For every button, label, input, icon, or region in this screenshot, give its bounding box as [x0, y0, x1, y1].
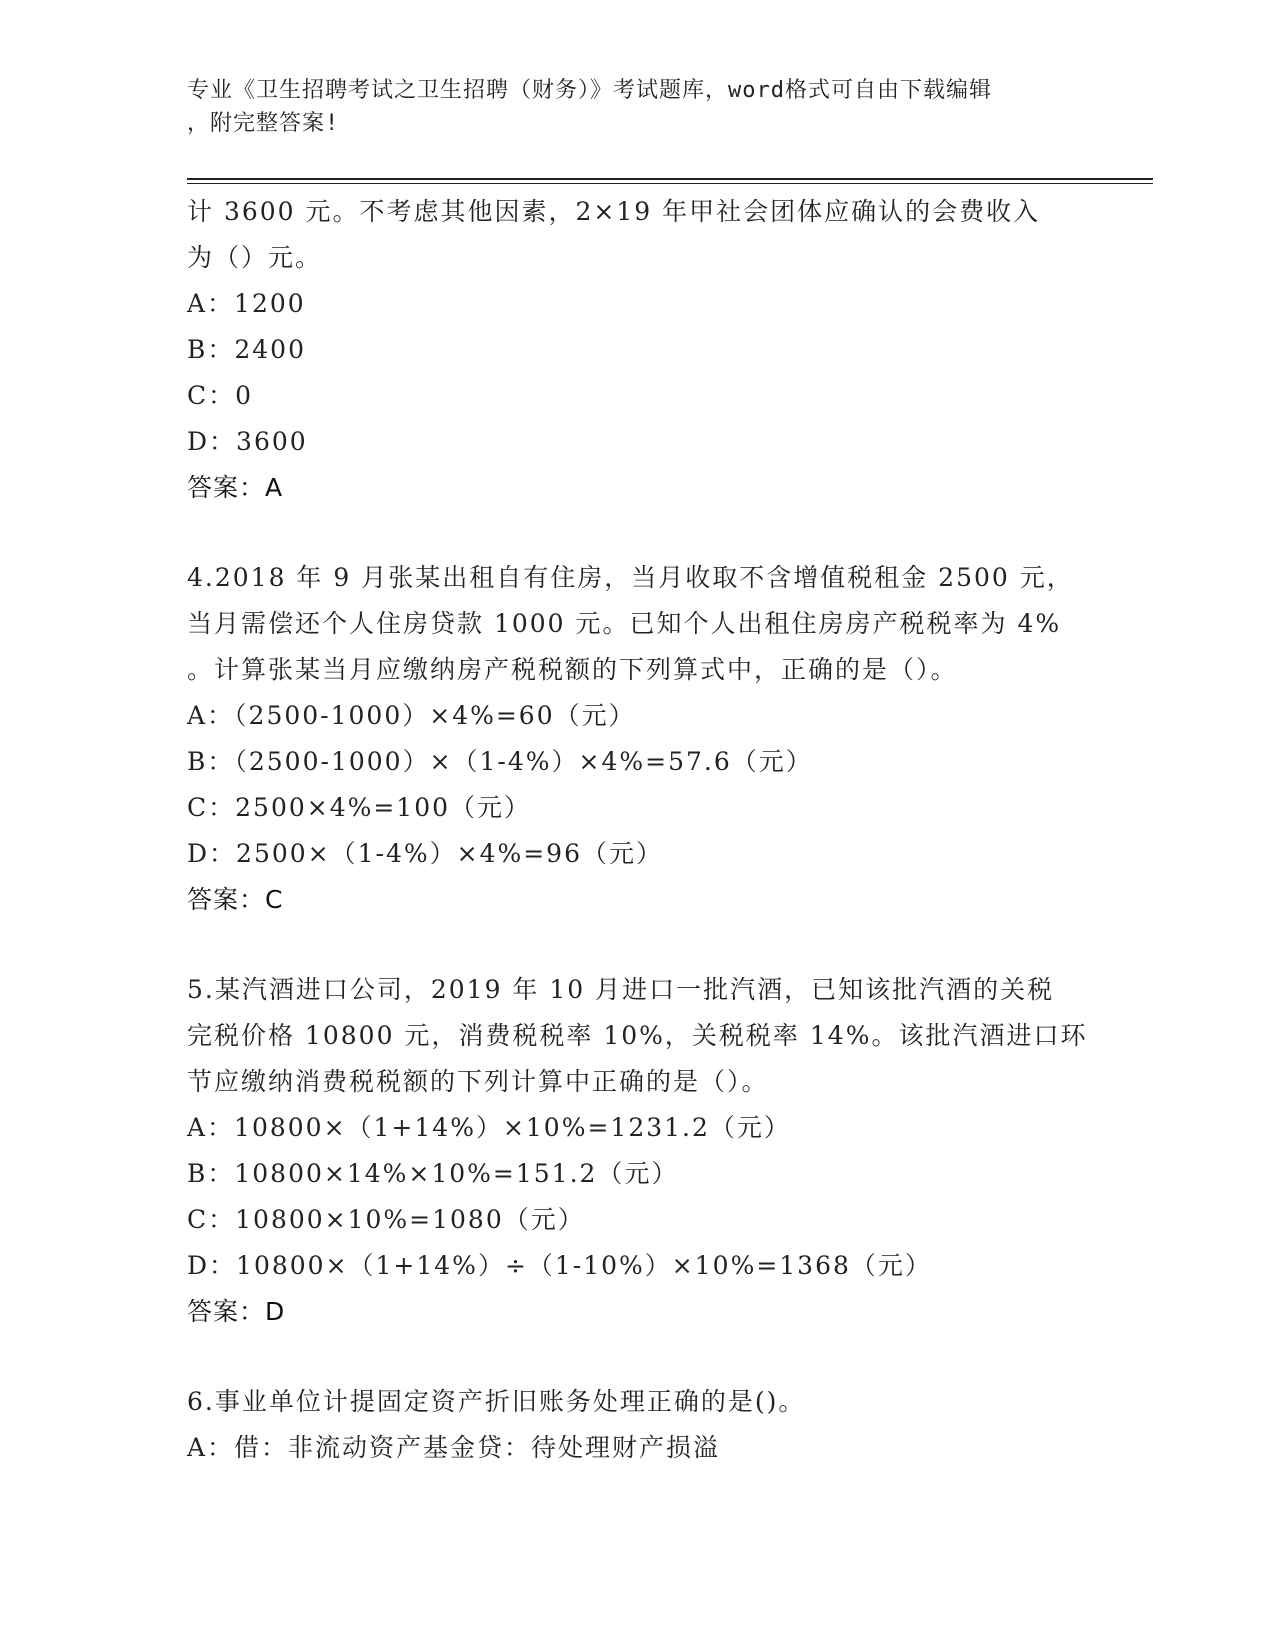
option-b: B：（2500-1000）×（1-4%）×4%=57.6（元） [187, 747, 813, 776]
question-stem-line: 为（）元。 [187, 243, 323, 272]
question-6 [187, 1379, 1087, 1471]
option-b: B：10800×14%×10%=151.2（元） [187, 1159, 679, 1188]
header-line-2: ，附完整答案! [187, 111, 340, 136]
question-stem-line: 计 3600 元。不考虑其他因素，2×19 年甲社会团体应确认的会费收入 [187, 197, 1041, 226]
option-c: C：10800×10%=1080（元） [187, 1205, 585, 1234]
option-a: A：借：非流动资产基金贷：待处理财产损溢 [187, 1433, 721, 1462]
option-a: A：1200 [187, 289, 306, 318]
question-5 [187, 967, 1087, 1335]
document-header [187, 74, 1087, 140]
question-gap [187, 511, 1087, 555]
option-a: A：（2500-1000）×4%=60（元） [187, 701, 636, 730]
question-4 [187, 555, 1087, 923]
option-d: D：2500×（1-4%）×4%=96（元） [187, 839, 663, 868]
question-stem-line: 6.事业单位计提固定资产折旧账务处理正确的是()。 [187, 1387, 806, 1416]
question-stem-line: 节应缴纳消费税税额的下列计算中正确的是（）。 [187, 1067, 769, 1096]
header-divider-thick [187, 178, 1153, 180]
answer-line: 答案：C [187, 885, 284, 914]
header-line-1: 专业《卫生招聘考试之卫生招聘（财务）》考试题库，word格式可自由下载编辑 [187, 78, 992, 103]
option-d: D：10800×（1+14%）÷（1-10%）×10%=1368（元） [187, 1251, 932, 1280]
question-stem-line: 5.某汽酒进口公司，2019 年 10 月进口一批汽酒，已知该批汽酒的关税 [187, 975, 1055, 1004]
header-divider-thin [187, 183, 1153, 184]
option-d: D：3600 [187, 427, 308, 456]
question-gap [187, 923, 1087, 967]
option-c: C：2500×4%=100（元） [187, 793, 532, 822]
option-c: C：0 [187, 381, 254, 410]
question-stem-line: 完税价格 10800 元，消费税税率 10%，关税税率 14%。该批汽酒进口环 [187, 1021, 1088, 1050]
option-b: B：2400 [187, 335, 306, 364]
answer-line: 答案：D [187, 1297, 286, 1326]
question-3 [187, 189, 1087, 511]
question-gap [187, 1335, 1087, 1379]
question-stem-line: 当月需偿还个人住房贷款 1000 元。已知个人出租住房房产税税率为 4% [187, 609, 1062, 638]
question-list [187, 189, 1087, 1471]
question-stem-line: 。计算张某当月应缴纳房产税税额的下列算式中，正确的是（）。 [187, 655, 958, 684]
question-stem-line: 4.2018 年 9 月张某出租自有住房，当月收取不含增值税租金 2500 元， [187, 563, 1074, 592]
option-a: A：10800×（1+14%）×10%=1231.2（元） [187, 1113, 791, 1142]
answer-line: 答案：A [187, 473, 284, 502]
